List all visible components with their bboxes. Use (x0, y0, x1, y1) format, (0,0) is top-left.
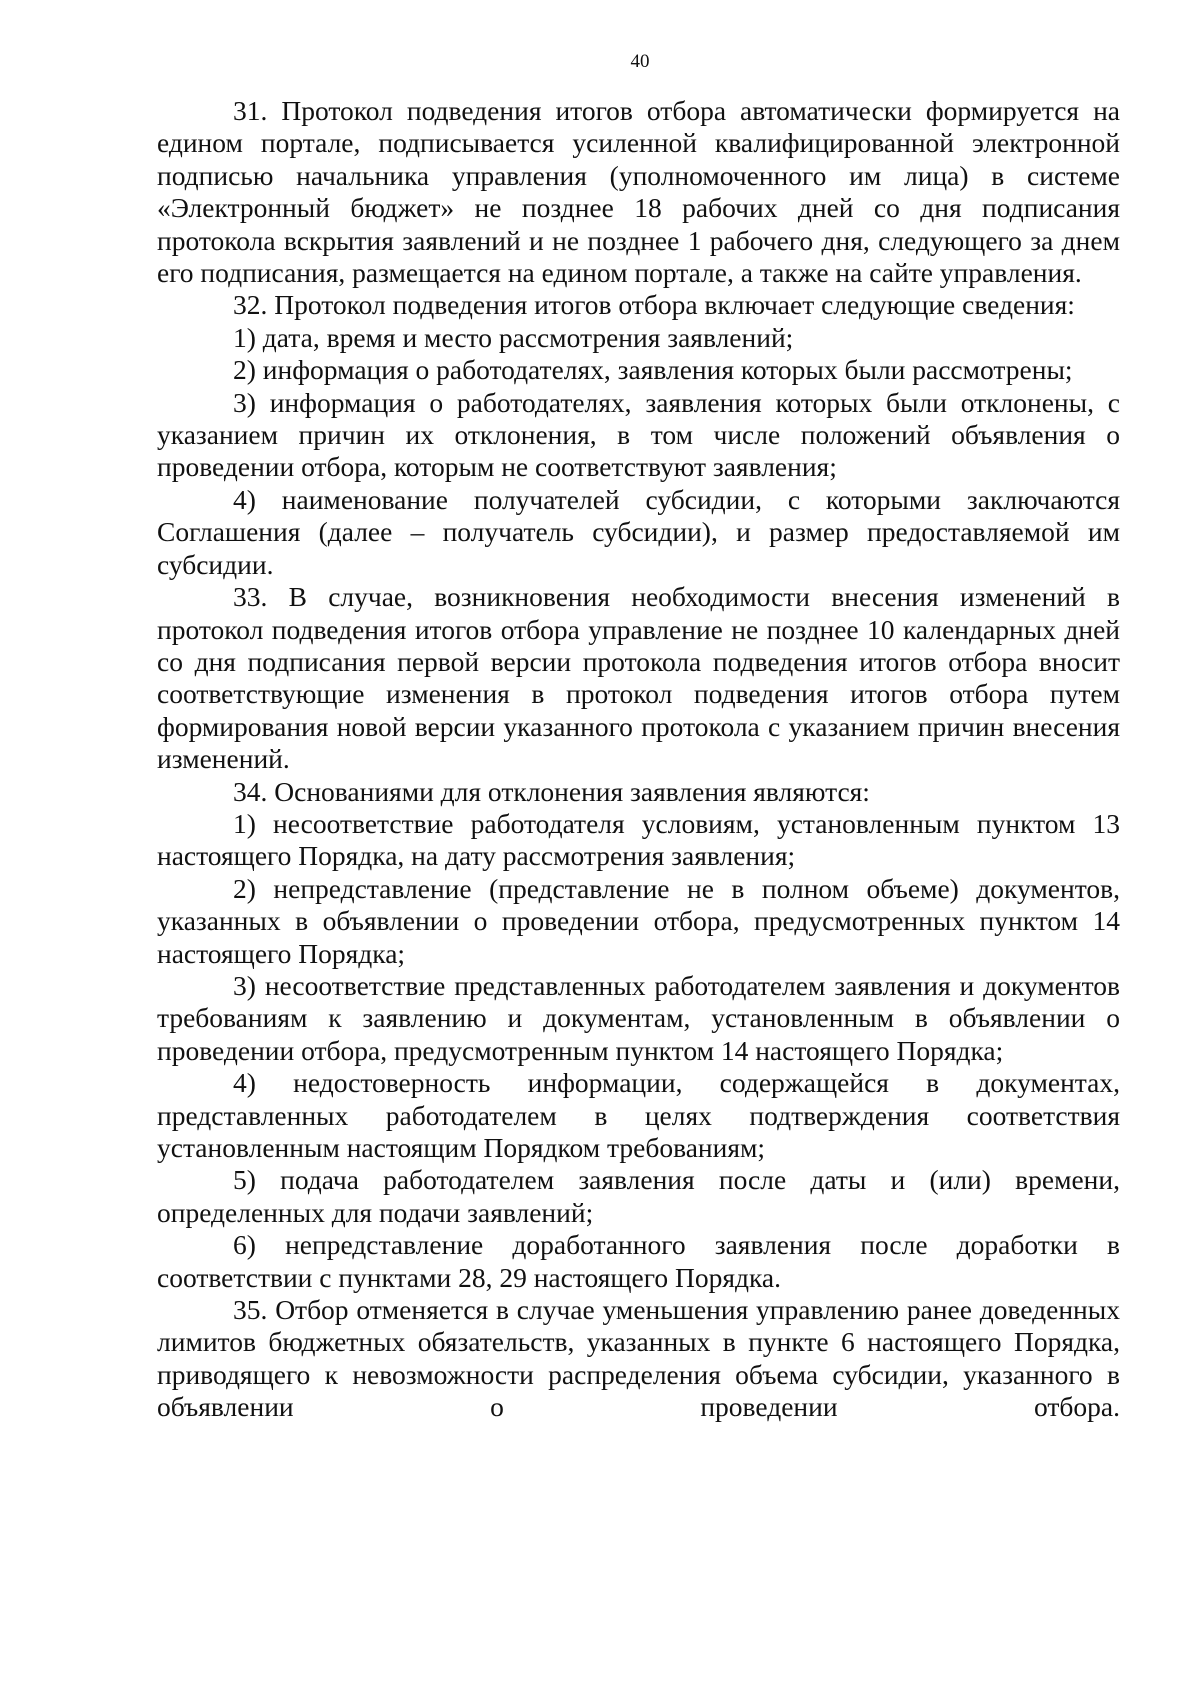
paragraph-33: 33. В случае, возникновения необходимости внесения изменений в протокол подведения итогов отбора управление не позднее 10 календарных дней со дня подписания первой версии протокола подведения итогов отбора вносит соответствующие изменения в протокол подведения итогов отбора путем формирования новой версии указанного протокола с указанием причин внесения изменений. (157, 581, 1120, 775)
list-item-34-2: 2) непредставление (представление не в полном объеме) документов, указанных в объявлении о проведении отбора, предусмотренных пунктом 14 настоящего Порядка; (157, 872, 1120, 969)
paragraph-34: 34. Основаниями для отклонения заявления являются: (233, 775, 870, 807)
list-item-32-1: 1) дата, время и место рассмотрения заявлений; (233, 321, 794, 353)
paragraph-32: 32. Протокол подведения итогов отбора включает следующие сведения: (233, 289, 1075, 321)
list-item-32-3: 3) информация о работодателях, заявления которых были отклонены, с указанием причин их отклонения, в том числе положений объявления о проведении отбора, которым не соответствуют заявления; (157, 386, 1120, 483)
list-item-32-4: 4) наименование получателей субсидии, с которыми заключаются Соглашения (далее – получатель субсидии), и размер предоставляемой им субсидии. (157, 483, 1120, 580)
list-item-32-2: 2) информация о работодателях, заявления которых были рассмотрены; (233, 354, 1073, 386)
list-item-34-1: 1) несоответствие работодателя условиям, установленным пунктом 13 настоящего Порядка, на дату рассмотрения заявления; (157, 807, 1120, 872)
list-item-34-6: 6) непредставление доработанного заявления после доработки в соответствии с пунктами 28, 29 настоящего Порядка. (157, 1229, 1120, 1293)
paragraph-35: 35. Отбор отменяется в случае уменьшения управлению ранее доведенных лимитов бюджетных обязательств, указанных в пункте 6 настоящего Порядка, приводящего к невозможности распределения объема субсидии, указанного в объявлении о проведении отбора. (157, 1294, 1120, 1423)
list-item-34-3: 3) несоответствие представленных работодателем заявления и документов требованиям к заявлению и документам, установленным в объявлении о проведении отбора, предусмотренным пунктом 14 настоящего Порядка; (157, 969, 1120, 1066)
list-item-34-5: 5) подача работодателем заявления после даты и (или) времени, определенных для подачи заявлений; (157, 1164, 1120, 1228)
list-item-34-4: 4) недостоверность информации, содержащейся в документах, представленных работодателем в целях подтверждения соответствия установленным настоящим Порядком требованиям; (157, 1067, 1120, 1163)
page-number: 40 (630, 51, 650, 72)
document-body (157, 95, 1120, 1424)
paragraph-31: 31. Протокол подведения итогов отбора автоматически формируется на едином портале, подписывается усиленной квалифицированной электронной подписью начальника управления (уполномоченного им лица) в системе «Электронный бюджет» не позднее 18 рабочих дней со дня подписания протокола вскрытия заявлений и не позднее 1 рабочего дня, следующего за днем его подписания, размещается на едином портале, а также на сайте управления. (157, 95, 1120, 289)
